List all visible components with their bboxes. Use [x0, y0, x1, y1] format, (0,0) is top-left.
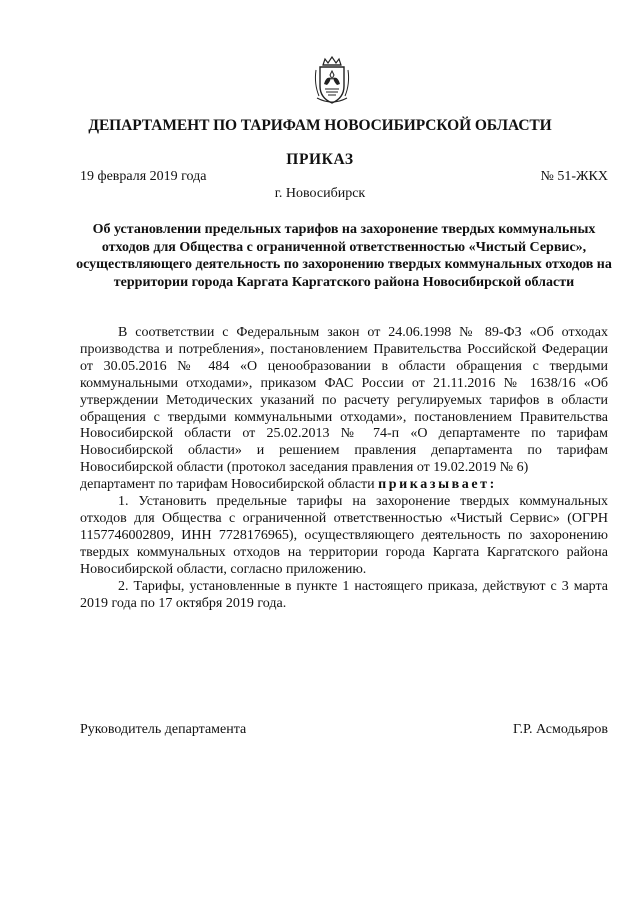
department-title: ДЕПАРТАМЕНТ ПО ТАРИФАМ НОВОСИБИРСКОЙ ОБЛАСТИ [88, 117, 552, 134]
order-date: 19 февраля 2019 года [80, 169, 207, 184]
order-subject: Об установлении предельных тарифов на захоронение твердых коммунальных отходов для Общества с ограниченной ответственностью «Чистый Сервис», осуществляющего деятельность по захоронению твердых коммунальных отходов на территории города Каргата Каргатского района Новосибирской области [76, 222, 612, 290]
order-item-2: 2. Тарифы, установленные в пункте 1 настоящего приказа, действуют с 3 марта 2019 года по 17 октября 2019 года. [80, 578, 608, 611]
order-body [80, 325, 608, 612]
coat-of-arms-icon [312, 56, 352, 106]
orders-word: приказывает: [378, 477, 497, 493]
order-number: № 51-ЖКХ [540, 169, 608, 184]
order-item-1: 1. Установить предельные тарифы на захоронение твердых коммунальных отходов для Общества с ограниченной ответственностью «Чистый Сервис» (ОГРН 1157746002809, ИНН 7728176965), осуществляющего деятельность по захоронению твердых коммунальных отходов на территории города Каргата Каргатского района Новосибирской области, согласно приложению. [80, 494, 608, 577]
document-type-title: ПРИКАЗ [286, 151, 354, 168]
orders-prefix: департамент по тарифам Новосибирской области [80, 477, 379, 493]
signer-title: Руководитель департамента [80, 722, 247, 737]
order-city: г. Новосибирск [274, 186, 366, 201]
signer-name: Г.Р. Асмодьяров [512, 722, 608, 737]
preamble-paragraph: В соответствии с Федеральным закон от 24.06.1998 № 89-ФЗ «Об отходах производства и потребления», постановлением Правительства Российской Федерации от 30.05.2016 № 484 «О ценообразовании в области обращения с твердыми коммунальными отходами», приказом ФАС России от 21.11.2016 № 1638/16 «Об утверждении Методических указаний по расчету регулируемых тарифов в области обращения с твердыми коммунальными отходами», постановлением Правительства Новосибирской области от 25.02.2013 № 74-п «О департаменте по тарифам Новосибирской области» и решением правления департамента по тарифам Новосибирской области (протокол заседания правления от 19.02.2019 № 6) [80, 325, 608, 476]
orders-line [80, 477, 608, 494]
